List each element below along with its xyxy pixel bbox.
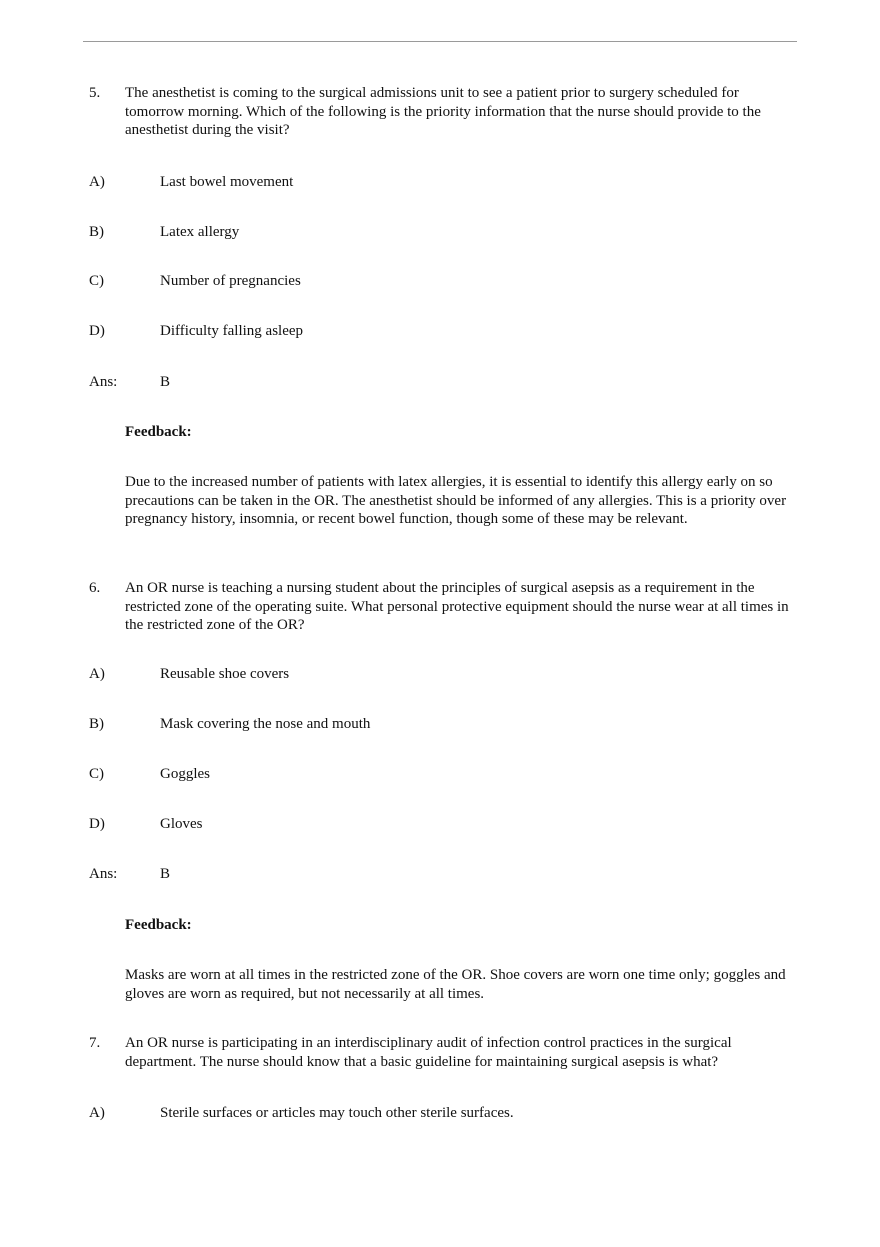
q5-option-b-text: Latex allergy bbox=[160, 224, 240, 240]
q6-feedback-text: Masks are worn at all times in the restricted zone of the OR. Shoe covers are worn one time only; goggles and gloves are worn as required, but not necessarily at all times. bbox=[125, 967, 786, 1002]
q5-option-a-letter: A) bbox=[89, 174, 105, 190]
question-5-stem: The anesthetist is coming to the surgical admissions unit to see a patient prior to surgery scheduled for tomorrow morning. Which of the following is the priority information that the nurse should provide to the anesthetist during the visit? bbox=[125, 85, 761, 138]
q6-answer-label: Ans: bbox=[89, 866, 118, 882]
q6-feedback-label: Feedback: bbox=[125, 917, 192, 933]
q7-option-a-text: Sterile surfaces or articles may touch other sterile surfaces. bbox=[160, 1105, 514, 1121]
q7-option-a-letter: A) bbox=[89, 1105, 105, 1121]
q5-option-d-text: Difficulty falling asleep bbox=[160, 323, 304, 339]
question-6-stem: An OR nurse is teaching a nursing student about the principles of surgical asepsis as a requirement in the restricted zone of the operating suite. What personal protective equipment should the nurse wear at all times in the restricted zone of the OR? bbox=[125, 580, 789, 633]
q6-option-a-letter: A) bbox=[89, 666, 105, 682]
q6-option-a-text: Reusable shoe covers bbox=[160, 666, 290, 682]
q5-option-b-letter: B) bbox=[89, 224, 104, 240]
q5-option-c-letter: C) bbox=[89, 273, 104, 289]
q6-option-d-letter: D) bbox=[89, 816, 105, 832]
q6-option-c-text: Goggles bbox=[160, 766, 210, 782]
header-rule bbox=[83, 41, 797, 42]
q5-option-c-text: Number of pregnancies bbox=[160, 273, 301, 289]
q5-feedback-text: Due to the increased number of patients with latex allergies, it is essential to identify this allergy early on so precautions can be taken in the OR. The anesthetist should be informed of any allergies. This is a priority over pregnancy history, insomnia, or recent bowel function, though some of these may be relevant. bbox=[125, 474, 787, 527]
q6-option-c-letter: C) bbox=[89, 766, 104, 782]
q5-answer: B bbox=[160, 374, 171, 390]
q6-option-b-text: Mask covering the nose and mouth bbox=[160, 716, 371, 732]
q6-option-b-letter: B) bbox=[89, 716, 104, 732]
question-6-number: 6. bbox=[89, 580, 101, 596]
question-7-stem: An OR nurse is participating in an interdisciplinary audit of infection control practices in the surgical department. The nurse should know that a basic guideline for maintaining surgical asepsis is what? bbox=[125, 1035, 732, 1070]
question-5-number: 5. bbox=[89, 85, 101, 101]
q6-option-d-text: Gloves bbox=[160, 816, 203, 832]
q5-answer-label: Ans: bbox=[89, 374, 118, 390]
q5-feedback-label: Feedback: bbox=[125, 424, 192, 440]
question-7-number: 7. bbox=[89, 1035, 101, 1051]
q6-answer: B bbox=[160, 866, 171, 882]
q5-option-a-text: Last bowel movement bbox=[160, 174, 294, 190]
q5-option-d-letter: D) bbox=[89, 323, 105, 339]
